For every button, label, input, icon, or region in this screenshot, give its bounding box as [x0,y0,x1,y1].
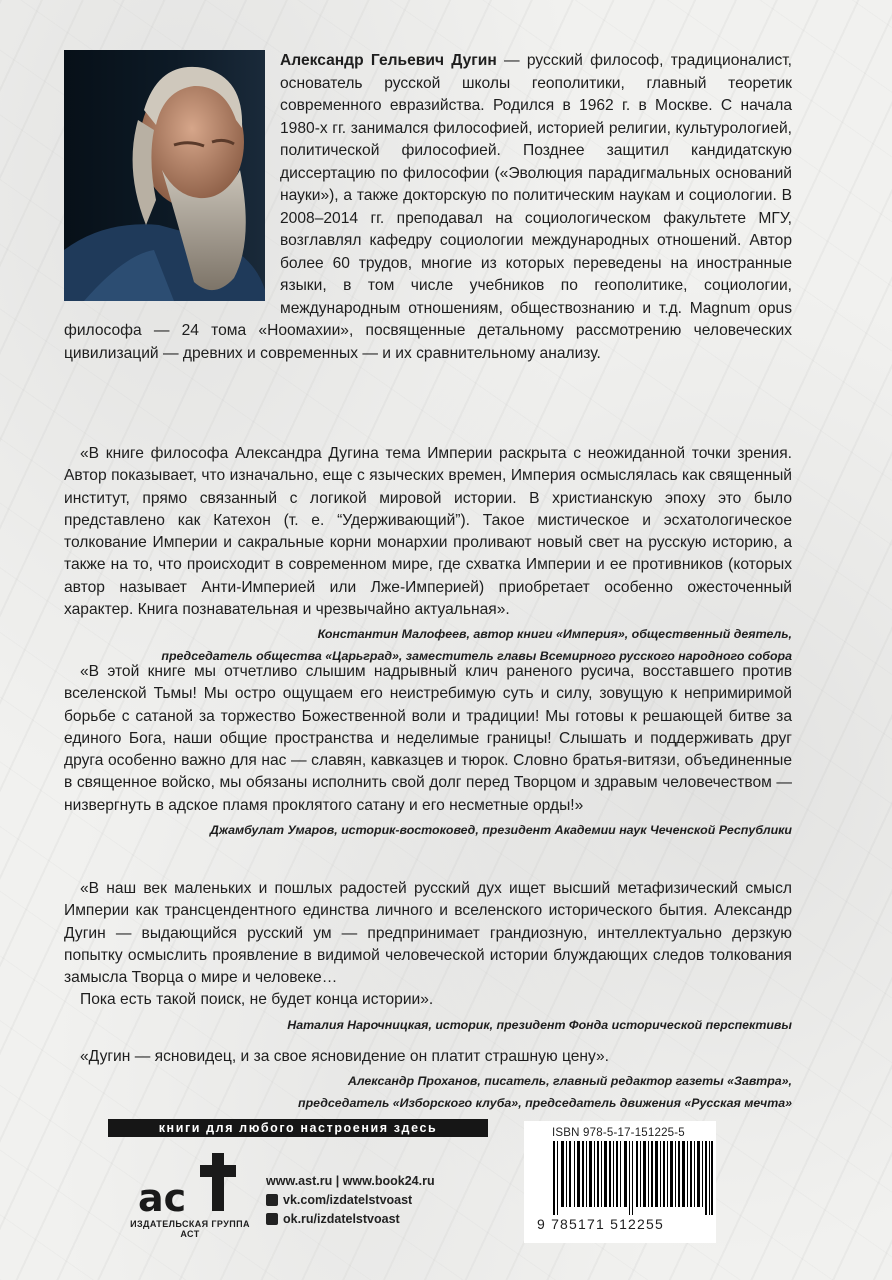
review-quote-1 [64,443,792,667]
quote-text: «В этой книге мы отчетливо слышим надрывный клич раненого русича, восставшего против вселенской Тьмы! Мы остро ощущаем его неистребимую суть и силу, зовущую к непримиримой борьбе с сатаной за торжество Божественной воли и традиции! Мы готовы к решающей битве за единого Бога, наши общие пространства и неделимые границы! Слышать и поддерживать друг друга особенно важно для нас — славян, кавказцев и тюрок. Словно братья-витязи, объединенные в священное войско, мы обязаны исполнить свой долг перед Творцом и здравым человечеством — низвергнуть в адское пламя проклятого сатану и его несметные орды!» [64,663,792,814]
ok-link[interactable]: ok.ru/izdatelstvoast [266,1209,435,1228]
review-quote-2 [64,661,792,841]
quote-text: «В книге философа Александра Дугина тема Империи раскрыта с неожиданной точки зрения. Автор показывает, что изначально, еще с языческих времен, Империя осмыслялась как священный институт, прямо связанный с логикой мировой истории. В христианскую эпоху это было представлено как Катехон (т. е. “Удерживающий”). Такое мистическое и эсхатологическое толкование Империи и сакральные корни монархии проливают новый свет на русскую историю, а также на то, что происходит в современном мире, где схватка Империи и ее противников (которых автор называет Анти-Империей или Лже-Империей) приобретает особенно ожесточенный характер. Книга познавательная и чрезвычайно актуальная». [64,445,792,619]
svg-text:ac: ac [138,1176,187,1220]
vk-link[interactable]: vk.com/izdatelstvoast [266,1190,435,1209]
quote-text: «Дугин — ясновидец, и за свое ясновидение он платит страшную цену». [80,1048,609,1065]
vk-icon [266,1194,278,1206]
tagline-bar: книги для любого настроения здесь [108,1119,488,1137]
websites-link[interactable]: www.ast.ru | www.book24.ru [266,1173,435,1188]
quote-attribution: Александр Проханов, писатель, главный редактор газеты «Завтра», председатель «Изборского клуба», председатель движения «Русская мечта» [298,1074,792,1111]
ok-icon [266,1213,278,1225]
bio-text: — русский философ, традиционалист, основатель русской школы геополитики, главный теоретик современного евразийства. Родился в 1962 г. в Москве. С начала 1980-х гг. занимался философией, историей религии, культурологией, политической философией. Позднее защитил кандидатскую диссертацию по философии («Эволюция парадигмальных оснований науки»), а также докторскую по политическим наукам и социологии. В 2008–2014 гг. преподавал на социологическом факультете МГУ, возглавлял кафедру социологии международных отношений. Автор более 60 трудов, многие из которых переведены на иностранные языки, в том числе учебников по геополитике, социологии, международным отношениям, обществознанию и т.д. Magnum opus философа — 24 тома «Ноомахии», посвященные детальному рассмотрению человеческих цивилизаций — древних и современных — и их сравнительному анализу. [64,52,792,362]
author-bio [64,50,792,365]
isbn-label: ISBN 978-5-17-151225-5 [552,1127,685,1139]
publisher-links [266,1171,435,1228]
quote-text: «В наш век маленьких и пошлых радостей русский дух ищет высший метафизический смысл Империи как трансцендентного единства личного и вселенского исторического бытия. Александр Дугин — выдающийся русский ум — предпринимает грандиозную, интеллектуально дерзкую попытку осмыслить проявление в видимой человеческой истории блуждающих следов толкования замысла Творца о мире и человеке… [64,880,792,987]
quote-attribution: Джамбулат Умаров, историк-востоковед, президент Академии наук Чеченской Республики [209,823,792,838]
publisher-caption: ИЗДАТЕЛЬСКАЯ ГРУППА АСТ [130,1219,250,1239]
quote-attribution: Наталия Нарочницкая, историк, президент Фонда исторической перспективы [287,1017,792,1032]
review-quote-4 [64,1046,792,1114]
author-name: Александр Гельевич Дугин [280,52,497,69]
barcode [553,1141,713,1215]
barcode-digits: 9 785171 512255 [537,1216,664,1232]
review-quote-3 [64,878,792,1036]
quote-attribution: Константин Малофеев, автор книги «Империя», общественный деятель, председатель общества «Царьград», заместитель главы Всемирного русского народного собора [161,627,792,664]
quote-text-continued: Пока есть такой поиск, не будет конца истории». [80,991,434,1009]
